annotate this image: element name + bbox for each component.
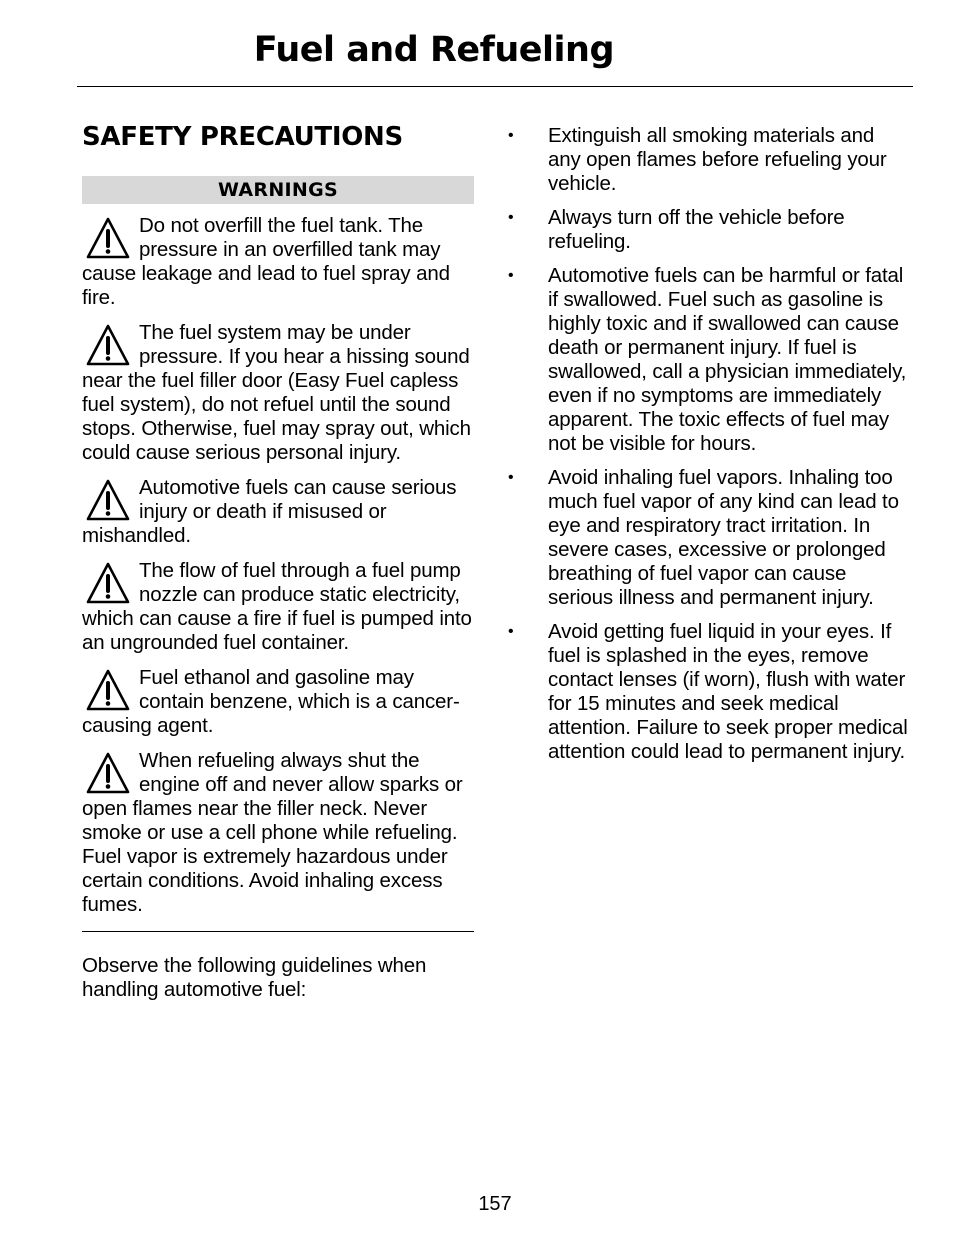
list-item-text: Extinguish all smoking materials and any open flames before refueling your vehicle. bbox=[548, 124, 887, 195]
bullet-marker: • bbox=[508, 469, 514, 486]
intro-paragraph: Observe the following guidelines when handling automotive fuel: bbox=[82, 954, 427, 1001]
list-item bbox=[505, 206, 910, 254]
warning-text: Do not overfill the fuel tank. The pressure in an overfilled tank may cause leakage and lead to fuel spray and fire. bbox=[82, 214, 450, 309]
header-divider bbox=[77, 86, 913, 87]
warnings-end-divider bbox=[82, 931, 474, 932]
page-number: 157 bbox=[478, 1193, 512, 1215]
warning-text: Fuel ethanol and gasoline may contain benzene, which is a cancer-causing agent. bbox=[82, 666, 460, 737]
warning-triangle-icon bbox=[85, 216, 131, 262]
list-item bbox=[505, 466, 910, 610]
warnings-heading: WARNINGS bbox=[82, 176, 474, 204]
warning-item bbox=[82, 476, 474, 548]
bullet-marker: • bbox=[508, 209, 514, 226]
list-item-text: Always turn off the vehicle before refueling. bbox=[548, 206, 845, 253]
warning-triangle-icon bbox=[85, 478, 131, 524]
section-title: SAFETY PRECAUTIONS bbox=[82, 122, 403, 152]
list-item-text: Avoid inhaling fuel vapors. Inhaling too much fuel vapor of any kind can lead to eye and respiratory tract irritation. In severe cases, excessive or prolonged breathing of fuel vapor can cause serious illness and permanent injury. bbox=[548, 466, 899, 609]
warning-triangle-icon bbox=[85, 668, 131, 714]
warning-item bbox=[82, 321, 474, 465]
right-column bbox=[505, 124, 910, 774]
chapter-title: Fuel and Refueling bbox=[253, 30, 614, 70]
guidelines-list bbox=[505, 124, 910, 764]
warning-text: When refueling always shut the engine off and never allow sparks or open flames near the filler neck. Never smoke or use a cell phone while refueling. Fuel vapor is extremely hazardous under certain conditions. Avoid inhaling excess fumes. bbox=[82, 749, 463, 916]
warning-item bbox=[82, 214, 474, 310]
list-item bbox=[505, 620, 910, 764]
bullet-marker: • bbox=[508, 127, 514, 144]
left-column bbox=[82, 122, 474, 1002]
warning-triangle-icon bbox=[85, 561, 131, 607]
warning-item bbox=[82, 559, 474, 655]
warning-triangle-icon bbox=[85, 323, 131, 369]
warning-item bbox=[82, 749, 474, 917]
warning-text: Automotive fuels can cause serious injury or death if misused or mishandled. bbox=[82, 476, 457, 547]
list-item-text: Avoid getting fuel liquid in your eyes. If fuel is splashed in the eyes, remove contact lenses (if worn), flush with water for 15 minutes and seek medical attention. Failure to seek proper medical attention could lead to permanent injury. bbox=[548, 620, 908, 763]
list-item bbox=[505, 264, 910, 456]
warnings-list bbox=[82, 214, 474, 917]
warning-text: The fuel system may be under pressure. If you hear a hissing sound near the fuel filler door (Easy Fuel capless fuel system), do not refuel until the sound stops. Otherwise, fuel may spray out, which could cause serious personal injury. bbox=[82, 321, 471, 464]
bullet-marker: • bbox=[508, 267, 514, 284]
bullet-marker: • bbox=[508, 623, 514, 640]
list-item-text: Automotive fuels can be harmful or fatal if swallowed. Fuel such as gasoline is highly toxic and if swallowed can cause death or permanent injury. If fuel is swallowed, call a physician immediately, even if no symptoms are immediately apparent. The toxic effects of fuel may not be visible for hours. bbox=[548, 264, 907, 455]
warning-item bbox=[82, 666, 474, 738]
warning-text: The flow of fuel through a fuel pump nozzle can produce static electricity, which can cause a fire if fuel is pumped into an ungrounded fuel container. bbox=[82, 559, 472, 654]
page-header bbox=[0, 30, 912, 70]
warning-triangle-icon bbox=[85, 751, 131, 797]
list-item bbox=[505, 124, 910, 196]
